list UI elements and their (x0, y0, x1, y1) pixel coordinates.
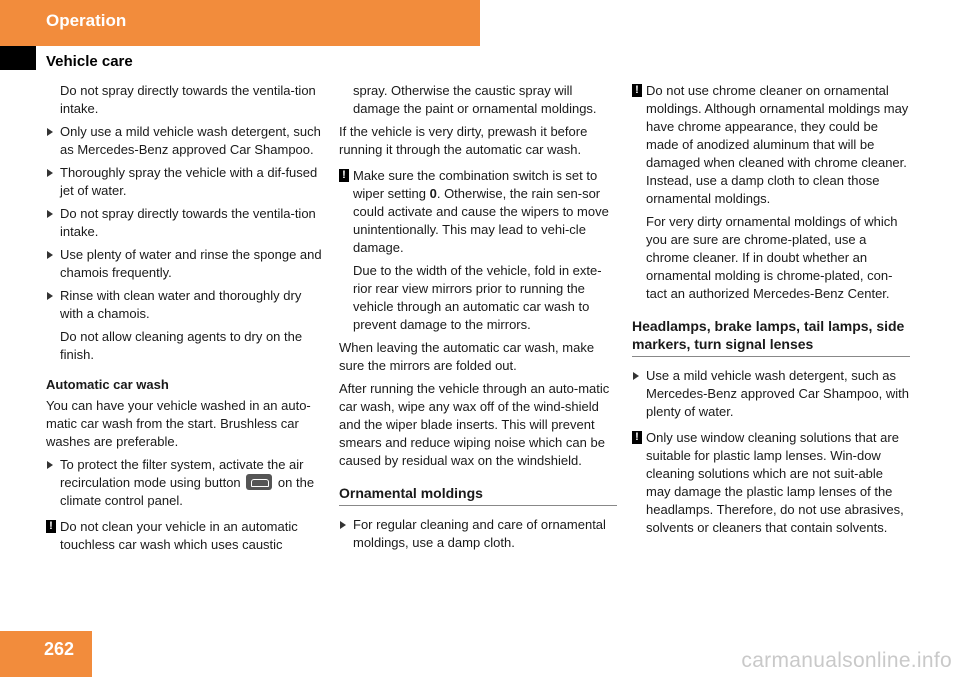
warning-note (46, 518, 324, 554)
paragraph: When leaving the automatic car wash, make sure the mirrors are folded out. (339, 340, 595, 373)
warning-icon: ! (632, 84, 642, 97)
warning-icon: ! (632, 431, 642, 444)
section-tab-marker (0, 46, 36, 70)
header-bar (0, 0, 480, 46)
list-item (46, 287, 324, 323)
list-item-text: Rinse with clean water and thoroughly dry with a chamois. (60, 288, 302, 321)
warning-text: Do not clean your vehicle in an automatic touchless car wash which uses caustic (60, 519, 298, 552)
list-item (46, 456, 324, 510)
warning-icon: ! (46, 520, 56, 533)
arrow-bullet-icon (47, 169, 53, 177)
section-title: Operation (46, 11, 127, 30)
arrow-bullet-icon (633, 372, 639, 380)
list-item-text: Use plenty of water and rinse the sponge and chamois frequently. (60, 247, 322, 280)
paragraph: For very dirty ornamental moldings of which you are sure are chrome-plated, use a chrome cleaner. If in doubt whether an ornamental molding is chrome-plated, con-tact an authorized Mercedes-Benz Center. (646, 214, 898, 301)
warning-note (632, 82, 910, 208)
page-number: 262 (44, 639, 75, 659)
list-item-text: on the climate control panel. (60, 475, 315, 508)
section-heading-headlamps: Headlamps, brake lamps, tail lamps, side markers, turn signal lenses (632, 317, 910, 357)
subheading-automatic-car-wash: Automatic car wash (46, 377, 169, 392)
paragraph: Do not allow cleaning agents to dry on the finish. (60, 329, 303, 362)
arrow-bullet-icon (47, 292, 53, 300)
column-2 (339, 82, 617, 557)
arrow-bullet-icon (47, 128, 53, 136)
column-3 (632, 82, 910, 542)
list-item-text: To protect the filter system, activate the air recirculation mode using button (60, 457, 304, 490)
arrow-bullet-icon (47, 461, 53, 469)
arrow-bullet-icon (47, 251, 53, 259)
section-heading-ornamental-moldings: Ornamental moldings (339, 484, 617, 506)
paragraph: You can have your vehicle washed in an auto-matic car wash from the start. Brushless car washes are preferable. (46, 398, 311, 449)
list-item-text: Do not spray directly towards the ventila-tion intake. (60, 206, 316, 239)
page-number-box (0, 631, 92, 677)
subsection-title: Vehicle care (46, 53, 133, 70)
list-item (46, 246, 324, 282)
list-item-text: Use a mild vehicle wash detergent, such as Mercedes-Benz approved Car Shampoo, with plenty of water. (646, 368, 910, 419)
list-item (46, 205, 324, 241)
warning-icon: ! (339, 169, 349, 182)
list-item-text: For regular cleaning and care of ornamental moldings, use a damp cloth. (353, 517, 606, 550)
list-item (46, 123, 324, 159)
warning-text: . Otherwise, the rain sen-sor could activate and cause the wipers to move unintentionally. This may lead to vehi-cle damage. (353, 186, 609, 255)
paragraph: spray. Otherwise the caustic spray will damage the paint or ornamental moldings. (353, 83, 597, 116)
arrow-bullet-icon (47, 210, 53, 218)
warning-text: Do not use chrome cleaner on ornamental moldings. Although ornamental moldings may have chrome appearance, they could be made of anodized aluminum that will be damaged when cleaned with chrome cleaner. Instead, use a damp cloth to clean those ornamental moldings. (646, 83, 909, 206)
paragraph: Do not spray directly towards the ventila-tion intake. (60, 83, 316, 116)
watermark: carmanualsonline.info (741, 649, 952, 672)
list-item-text: Only use a mild vehicle wash detergent, such as Mercedes-Benz approved Car Shampoo. (60, 124, 321, 157)
wiper-setting-value: 0 (429, 186, 437, 201)
list-item (339, 516, 617, 552)
arrow-bullet-icon (340, 521, 346, 529)
warning-text: Only use window cleaning solutions that are suitable for plastic lamp lenses. Win-dow cleaning solutions which are not suit-able may damage the plastic lamp lenses of the headlamps. Therefore, do not use abrasives, solvents or cleaners that contain solvents. (646, 430, 904, 535)
list-item-text: Thoroughly spray the vehicle with a dif-fused jet of water. (60, 165, 318, 198)
list-item (632, 367, 910, 421)
list-item (46, 164, 324, 200)
warning-note (632, 429, 910, 537)
air-recirculation-button-icon (246, 474, 272, 490)
warning-text: Make sure the combination switch is set to wiper setting (353, 168, 598, 201)
paragraph: After running the vehicle through an auto-matic car wash, wipe any wax off of the wind-shield and the wiper blade inserts. This will prevent smears and reduce wiping noise which can be caused by residual wax on the windshield. (339, 381, 610, 468)
warning-note (339, 167, 617, 257)
column-1 (46, 82, 324, 559)
paragraph: If the vehicle is very dirty, prewash it before running it through the automatic car wash. (339, 124, 588, 157)
paragraph: Due to the width of the vehicle, fold in exte-rior rear view mirrors prior to running the vehicle through an automatic car wash to prevent damage to the mirrors. (353, 263, 602, 332)
